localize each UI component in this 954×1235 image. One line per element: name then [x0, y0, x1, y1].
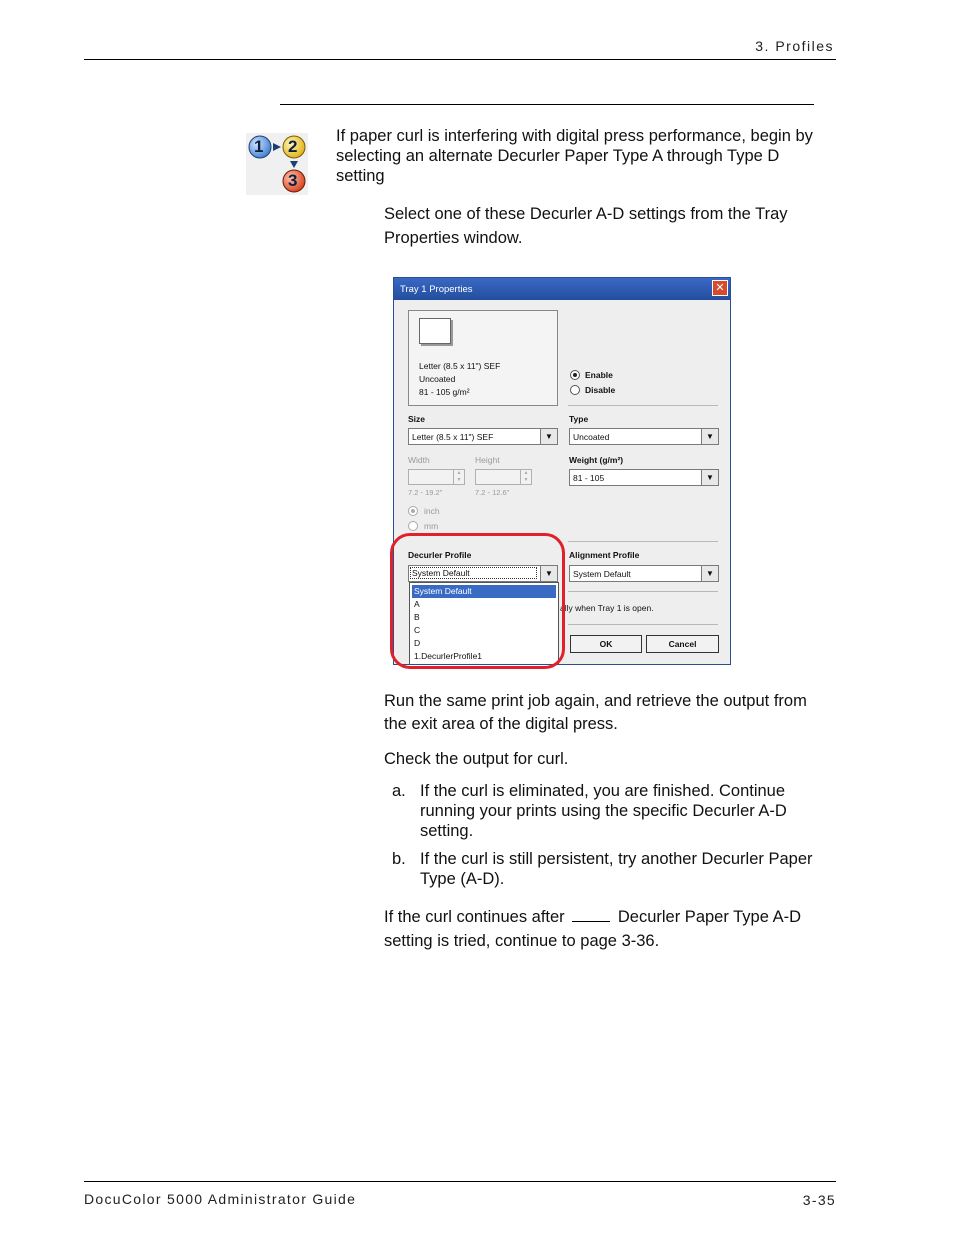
step-3-text: Check the output for curl.	[384, 750, 569, 768]
substep-marker: b.	[392, 850, 406, 868]
mm-radio[interactable]	[408, 521, 418, 531]
chevron-down-icon[interactable]: ▼	[701, 429, 718, 444]
cancel-button[interactable]: Cancel	[646, 635, 719, 653]
text-line: If paper curl is interfering with digital press performance, begin by	[336, 127, 813, 145]
alignment-profile-value: System Default	[573, 569, 631, 579]
size-select[interactable]	[408, 428, 558, 445]
auto-open-note: ally when Tray 1 is open.	[560, 603, 654, 613]
step-1-text	[384, 202, 788, 250]
text-line: Select one of these Decurler A-D settings from the Tray	[384, 205, 788, 223]
dropdown-option[interactable]: D	[414, 638, 421, 648]
step-4-text	[384, 905, 801, 953]
disable-radio[interactable]	[570, 385, 580, 395]
chevron-down-icon[interactable]: ▼	[701, 566, 718, 581]
text-line	[384, 905, 801, 929]
text-line: running your prints using the specific Decurler A-D	[420, 802, 787, 820]
width-stepper[interactable]	[408, 469, 465, 485]
close-icon[interactable]: ✕	[712, 280, 728, 296]
paper-size-info: Letter (8.5 x 11") SEF	[419, 361, 501, 371]
chevron-down-icon[interactable]: ▼	[540, 429, 557, 444]
height-stepper[interactable]	[475, 469, 532, 485]
paper-icon	[419, 318, 451, 344]
size-label: Size	[408, 414, 426, 424]
dropdown-option[interactable]: 1.DecurlerProfile1	[414, 651, 483, 661]
inch-label: inch	[424, 506, 440, 516]
text-line: Properties window.	[384, 229, 523, 247]
chevron-down-icon[interactable]: ▼	[540, 566, 557, 581]
step-number-2: 2	[288, 137, 298, 156]
type-label: Type	[569, 414, 589, 424]
text-line: If the curl is still persistent, try another Decurler Paper	[420, 850, 813, 868]
substep-b	[392, 849, 813, 889]
section-rule	[280, 104, 814, 105]
paper-weight-info: 81 - 105 g/m²	[419, 387, 470, 397]
divider	[568, 541, 718, 542]
dropdown-option[interactable]: A	[414, 599, 420, 609]
divider	[568, 624, 718, 625]
step-4-after: Decurler Paper Type A-D	[617, 908, 801, 926]
type-select[interactable]	[569, 428, 719, 445]
dropdown-option[interactable]: B	[414, 612, 420, 622]
footer-title: DocuColor 5000 Administrator Guide	[84, 1191, 357, 1207]
weight-value: 81 - 105	[573, 473, 605, 483]
step-number-3: 3	[288, 171, 298, 190]
paper-type-info: Uncoated	[419, 374, 456, 384]
weight-label: Weight (g/m²)	[569, 455, 624, 465]
width-range: 7.2 - 19.2"	[408, 488, 443, 497]
enable-radio[interactable]	[570, 370, 580, 380]
text-line: selecting an alternate Decurler Paper Type A through Type D	[336, 147, 780, 165]
text-line: setting is tried, continue to page 3-36.	[384, 932, 660, 950]
alignment-profile-label: Alignment Profile	[569, 550, 640, 560]
step-sequence-icon	[246, 133, 308, 195]
chevron-down-icon[interactable]: ▼	[701, 470, 718, 485]
text-line: Run the same print job again, and retrieve the output from	[384, 692, 807, 710]
stepper-arrows-icon: ▲ ▼	[520, 470, 531, 484]
footer-rule	[84, 1181, 836, 1182]
substep-a	[392, 781, 787, 841]
blank-line	[572, 907, 610, 922]
enable-label: Enable	[585, 370, 613, 380]
dialog-titlebar	[394, 278, 730, 300]
page-number: 3-35	[802, 1192, 836, 1208]
weight-select[interactable]	[569, 469, 719, 486]
dropdown-option[interactable]: C	[414, 625, 421, 635]
disable-label: Disable	[585, 385, 616, 395]
divider	[568, 405, 718, 406]
height-range: 7.2 - 12.6"	[475, 488, 510, 497]
mm-label: mm	[424, 521, 439, 531]
size-value: Letter (8.5 x 11") SEF	[412, 432, 494, 442]
divider	[568, 591, 718, 592]
intro-paragraph	[336, 126, 813, 186]
highlight-ring	[390, 533, 565, 669]
text-line: Type (A-D).	[420, 870, 505, 888]
width-label: Width	[408, 455, 430, 465]
height-label: Height	[475, 455, 500, 465]
step-2-text	[384, 690, 807, 736]
decurler-profile-value: System Default	[411, 568, 536, 578]
text-line: If the curl is eliminated, you are finished. Continue	[420, 782, 786, 800]
type-value: Uncoated	[573, 432, 610, 442]
running-header: 3. Profiles	[755, 38, 834, 54]
alignment-profile-select[interactable]	[569, 565, 719, 582]
decurler-profile-label: Decurler Profile	[408, 550, 472, 560]
substep-marker: a.	[392, 782, 406, 800]
dialog-title: Tray 1 Properties	[400, 284, 473, 295]
step-4-before: If the curl continues after	[384, 908, 565, 926]
text-line: setting	[336, 167, 385, 185]
dropdown-option[interactable]: System Default	[412, 585, 556, 598]
header-rule	[84, 59, 836, 60]
step-number-1: 1	[254, 137, 264, 156]
text-line: setting.	[420, 822, 474, 840]
ok-button[interactable]: OK	[570, 635, 642, 653]
stepper-arrows-icon: ▲ ▼	[453, 470, 464, 484]
text-line: the exit area of the digital press.	[384, 715, 618, 733]
paper-preview-panel	[408, 310, 558, 406]
inch-radio[interactable]	[408, 506, 418, 516]
